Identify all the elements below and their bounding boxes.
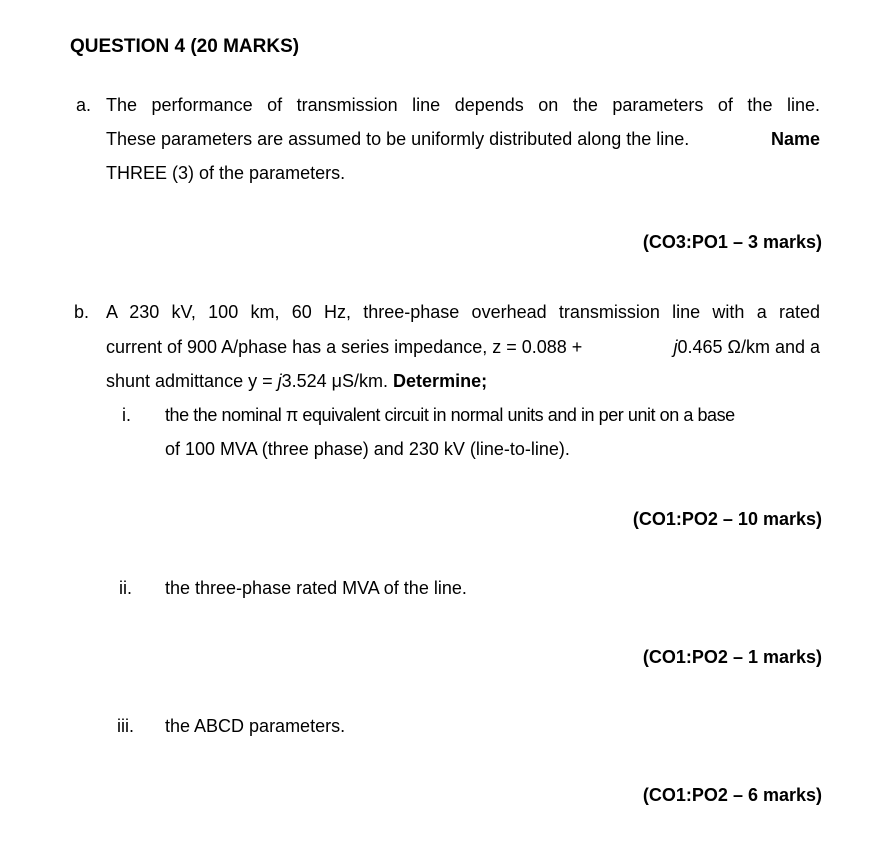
- item-iii-marks: (CO1:PO2 – 6 marks): [642, 785, 822, 805]
- part-b-marker: b.: [74, 302, 90, 322]
- imaginary-j-1: j: [673, 337, 678, 357]
- part-a-line-2-text: These parameters are assumed to be uniformly distributed along the line.: [106, 129, 690, 149]
- part-a-marker: a.: [76, 95, 92, 115]
- part-a-line-2-bold: Name: [770, 129, 820, 149]
- part-b-line-3-bold: Determine;: [393, 371, 488, 391]
- item-ii-marks: (CO1:PO2 – 1 marks): [642, 647, 822, 667]
- part-a-line-2: [106, 129, 820, 150]
- item-ii-marker: ii.: [119, 578, 132, 598]
- item-ii-line-1: the three-phase rated MVA of the line.: [165, 578, 467, 598]
- part-b-line-3: [106, 371, 487, 392]
- part-b-line-2: [106, 337, 820, 358]
- part-b-line-3-pre: shunt admittance y =: [106, 371, 278, 391]
- question-heading: QUESTION 4 (20 MARKS): [70, 36, 300, 57]
- part-b-line-2-left: current of 900 A/phase has a series impedance, z = 0.088 +: [106, 337, 588, 357]
- item-i-line-1: the the nominal π equivalent circuit in normal units and in per unit on a base: [165, 405, 735, 425]
- item-i-marker: i.: [122, 405, 131, 425]
- part-a-line-1: The performance of transmission line depends on the parameters of the line.: [106, 95, 820, 115]
- part-b-line-3-post: 3.524 μS/km.: [281, 371, 389, 391]
- item-i-marks: (CO1:PO2 – 10 marks): [632, 509, 822, 529]
- item-iii-marker: iii.: [117, 716, 134, 736]
- part-a-marks: (CO3:PO1 – 3 marks): [642, 232, 822, 252]
- part-b-line-1: A 230 kV, 100 km, 60 Hz, three-phase overhead transmission line with a rated: [106, 302, 820, 322]
- imaginary-j-2: j: [277, 371, 282, 391]
- part-b-line-2-right: [673, 337, 820, 358]
- part-a-line-3: THREE (3) of the parameters.: [106, 163, 346, 183]
- item-iii-line-1: the ABCD parameters.: [165, 716, 346, 736]
- item-i-line-2: of 100 MVA (three phase) and 230 kV (line-to-line).: [165, 439, 570, 459]
- part-b-line-2-post: 0.465 Ω/km and a: [677, 337, 820, 357]
